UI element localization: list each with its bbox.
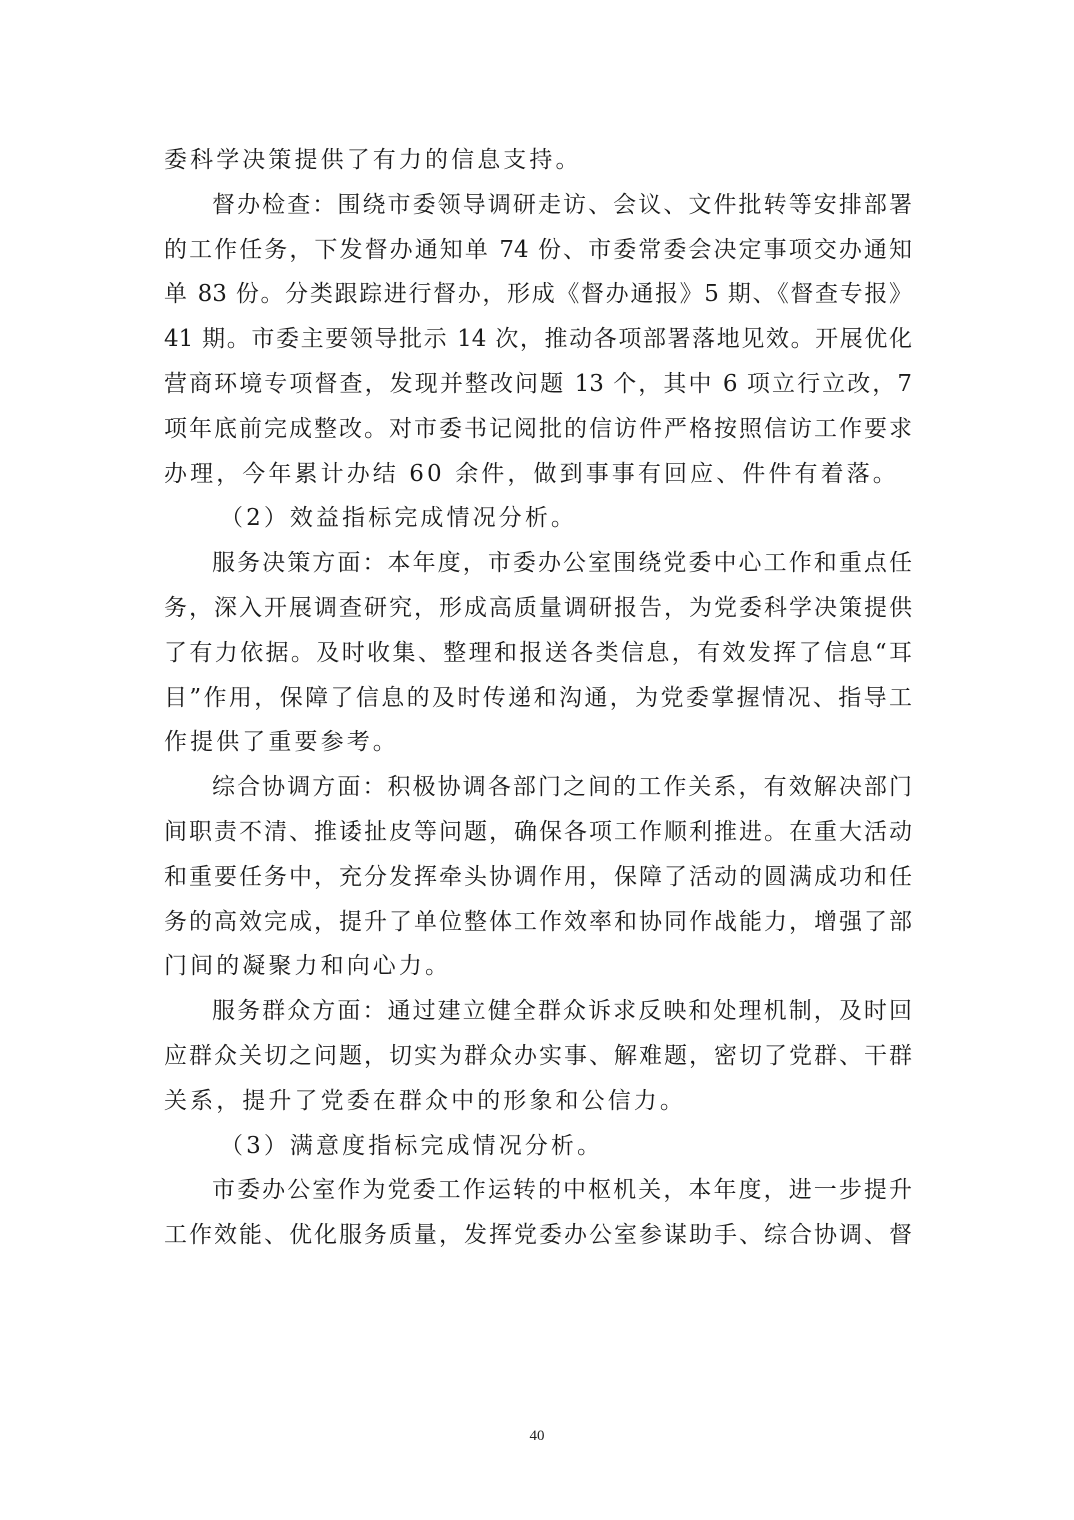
text-line: 间职责不清、推诿扯皮等问题，确保各项工作顺利推进。在重大活动 bbox=[164, 818, 912, 845]
text-line: 应群众关切之问题，切实为群众办实事、解难题，密切了党群、干群 bbox=[164, 1042, 912, 1069]
section-heading-benefit: （2）效益指标完成情况分析。 bbox=[220, 505, 578, 532]
text-line: 作提供了重要参考。 bbox=[164, 729, 399, 756]
page-number: 40 bbox=[529, 1428, 545, 1444]
text-line: 目”作用，保障了信息的及时传递和沟通，为党委掌握情况、指导工 bbox=[164, 684, 912, 711]
paragraph-coordination-start: 综合协调方面：积极协调各部门之间的工作关系，有效解决部门 bbox=[212, 774, 912, 801]
paragraph-supervision-start: 督办检查：围绕市委领导调研走访、会议、文件批转等安排部署 bbox=[212, 191, 912, 218]
text-line: 了有力依据。及时收集、整理和报送各类信息，有效发挥了信息“耳 bbox=[164, 639, 912, 666]
paragraph-satisfaction-start: 市委办公室作为党委工作运转的中枢机关，本年度，进一步提升 bbox=[212, 1177, 912, 1204]
paragraph-decision-service-start: 服务决策方面：本年度，市委办公室围绕党委中心工作和重点任 bbox=[212, 550, 912, 577]
paragraph-public-service-start: 服务群众方面：通过建立健全群众诉求反映和处理机制，及时回 bbox=[212, 998, 912, 1025]
text-line: 关系，提升了党委在群众中的形象和公信力。 bbox=[164, 1087, 686, 1114]
text-line: 单 83 份。分类跟踪进行督办，形成《督办通报》5 期、《督查专报》 bbox=[164, 281, 912, 308]
text-line: 营商环境专项督查，发现并整改问题 13 个，其中 6 项立行立改，7 bbox=[164, 370, 912, 397]
text-line: 委科学决策提供了有力的信息支持。 bbox=[164, 147, 582, 173]
text-line: 办理，今年累计办结 60 余件，做到事事有回应、件件有着落。 bbox=[164, 460, 899, 487]
text-line: 务，深入开展调查研究，形成高质量调研报告，为党委科学决策提供 bbox=[164, 594, 912, 621]
section-heading-satisfaction: （3）满意度指标完成情况分析。 bbox=[220, 1132, 604, 1159]
text-line: 项年底前完成整改。对市委书记阅批的信访件严格按照信访工作要求 bbox=[164, 415, 912, 442]
text-line: 41 期。市委主要领导批示 14 次，推动各项部署落地见效。开展优化 bbox=[164, 326, 912, 353]
text-line: 工作效能、优化服务质量，发挥党委办公室参谋助手、综合协调、督 bbox=[164, 1222, 912, 1249]
text-line: 和重要任务中，充分发挥牵头协调作用，保障了活动的圆满成功和任 bbox=[164, 863, 912, 890]
text-line: 门间的凝聚力和向心力。 bbox=[164, 953, 452, 980]
text-line: 的工作任务，下发督办通知单 74 份、市委常委会决定事项交办通知 bbox=[164, 236, 912, 263]
text-line: 务的高效完成，提升了单位整体工作效率和协同作战能力，增强了部 bbox=[164, 908, 912, 935]
document-body bbox=[164, 138, 912, 1258]
